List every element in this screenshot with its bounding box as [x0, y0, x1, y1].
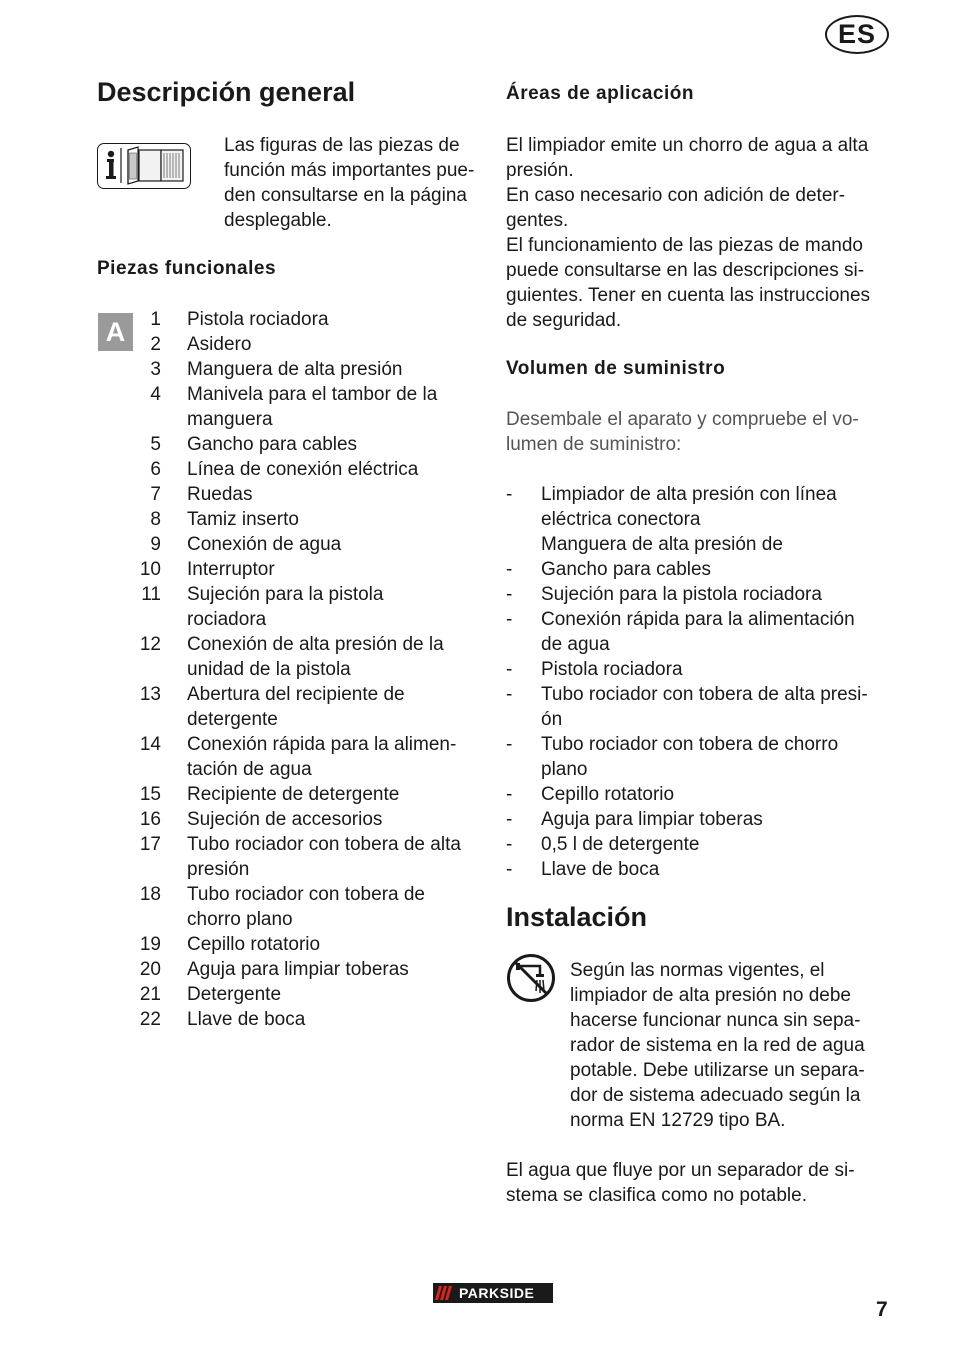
info-book-icon [97, 143, 191, 189]
parkside-logo [433, 1283, 553, 1303]
warning-line: limpiador de alta presión no debe [570, 985, 851, 1006]
part-label: Tubo rociador con tobera de alta [187, 834, 461, 855]
part-label: Aguja para limpiar toberas [187, 959, 409, 980]
part-number: 20 [139, 959, 161, 980]
part-label: detergente [187, 709, 278, 730]
part-label: Llave de boca [187, 1009, 306, 1030]
part-label: Sujeción de accesorios [187, 809, 383, 830]
part-label: rociadora [187, 609, 267, 630]
no-drinking-water-icon [506, 953, 556, 1003]
part-item [135, 332, 485, 357]
areas-line: gentes. [506, 210, 569, 231]
install-note [506, 1158, 855, 1208]
part-item [135, 882, 485, 932]
warning-line: dor de sistema adecuado según la [570, 1085, 861, 1106]
part-label: Conexión de alta presión de la [187, 634, 444, 655]
parts-heading: Piezas funcionales [97, 258, 277, 279]
supply-list [506, 482, 896, 882]
areas-line: El funcionamiento de las piezas de mando [506, 235, 864, 256]
list-dash: - [506, 609, 513, 630]
supply-heading: Volumen de suministro [506, 358, 726, 379]
part-item [135, 432, 485, 457]
supply-item [506, 832, 896, 857]
part-item [135, 782, 485, 807]
supply-item [506, 682, 896, 732]
part-number: 5 [150, 434, 161, 455]
list-dash: - [506, 834, 513, 855]
areas-line: presión. [506, 160, 574, 181]
part-label: Tubo rociador con tobera de [187, 884, 426, 905]
supply-label: Cepillo rotatorio [541, 784, 675, 805]
list-dash: - [506, 859, 513, 880]
intro-line: desplegable. [224, 210, 332, 231]
language-badge: ES [825, 15, 889, 54]
part-label: tación de agua [187, 759, 312, 780]
warning-line: potable. Debe utilizarse un separa- [570, 1060, 865, 1081]
part-item [135, 732, 485, 782]
part-number: 1 [150, 309, 161, 330]
supply-item [506, 732, 896, 782]
intro-paragraph [224, 133, 474, 233]
part-label: presión [187, 859, 250, 880]
list-dash: - [506, 584, 513, 605]
part-number: 14 [139, 734, 161, 755]
supply-label: eléctrica conectora [541, 509, 701, 530]
supply-intro-line: lumen de suministro: [506, 434, 682, 455]
part-number: 7 [150, 484, 161, 505]
part-label: Ruedas [187, 484, 253, 505]
part-number: 6 [150, 459, 161, 480]
part-number: 19 [139, 934, 161, 955]
part-item [135, 832, 485, 882]
list-dash: - [506, 734, 513, 755]
part-label: Recipiente de detergente [187, 784, 400, 805]
supply-label: Manguera de alta presión de [541, 534, 783, 555]
part-item [135, 507, 485, 532]
part-item [135, 682, 485, 732]
supply-label: Aguja para limpiar toberas [541, 809, 763, 830]
part-number: 12 [139, 634, 161, 655]
part-label: unidad de la pistola [187, 659, 351, 680]
part-item [135, 932, 485, 957]
list-dash: - [506, 659, 513, 680]
part-label: Cepillo rotatorio [187, 934, 321, 955]
supply-intro [506, 407, 859, 457]
areas-paragraph [506, 133, 870, 333]
intro-line: Las figuras de las piezas de [224, 135, 460, 156]
part-number: 2 [150, 334, 161, 355]
supply-intro-line: Desembale el aparato y compruebe el vo- [506, 409, 859, 430]
part-item [135, 482, 485, 507]
part-number: 13 [139, 684, 161, 705]
intro-line: den consultarse en la página [224, 185, 467, 206]
part-number: 22 [139, 1009, 161, 1030]
part-number: 21 [139, 984, 161, 1005]
supply-item [506, 857, 896, 882]
list-dash: - [506, 484, 513, 505]
part-item [135, 307, 485, 332]
supply-label: Limpiador de alta presión con línea [541, 484, 837, 505]
logo-stripes-icon [433, 1283, 459, 1303]
part-label: chorro plano [187, 909, 293, 930]
page-number: 7 [876, 1298, 888, 1321]
supply-label: plano [541, 759, 588, 780]
warning-line: norma EN 12729 tipo BA. [570, 1110, 786, 1131]
areas-line: puede consultarse en las descripciones si- [506, 260, 865, 281]
brand-name: PARKSIDE [459, 1285, 535, 1301]
areas-line: El limpiador emite un chorro de agua a alta [506, 135, 869, 156]
areas-line: En caso necesario con adición de deter- [506, 185, 846, 206]
part-label: Interruptor [187, 559, 275, 580]
warning-line: rador de sistema en la red de agua [570, 1035, 865, 1056]
supply-item [506, 782, 896, 807]
intro-line: función más importantes pue- [224, 160, 475, 181]
part-item [135, 632, 485, 682]
note-line: El agua que fluye por un separador de si- [506, 1160, 855, 1181]
part-number: 3 [150, 359, 161, 380]
supply-item [506, 482, 896, 557]
note-line: stema se clasifica como no potable. [506, 1185, 807, 1206]
part-item [135, 582, 485, 632]
part-number: 18 [139, 884, 161, 905]
supply-item [506, 557, 896, 582]
part-number: 8 [150, 509, 161, 530]
part-number: 9 [150, 534, 161, 555]
supply-item [506, 807, 896, 832]
part-item [135, 982, 485, 1007]
parts-list [135, 307, 485, 1032]
part-item [135, 807, 485, 832]
part-item [135, 457, 485, 482]
warning-line: hacerse funcionar nunca sin sepa- [570, 1010, 861, 1031]
part-label: Conexión rápida para la alimen- [187, 734, 457, 755]
supply-label: Tubo rociador con tobera de chorro [541, 734, 839, 755]
part-number: 17 [139, 834, 161, 855]
supply-label: Llave de boca [541, 859, 660, 880]
supply-label: Gancho para cables [541, 559, 712, 580]
part-label: Manivela para el tambor de la [187, 384, 438, 405]
part-label: Tamiz inserto [187, 509, 299, 530]
part-label: manguera [187, 409, 273, 430]
list-dash: - [506, 809, 513, 830]
install-warning [570, 958, 865, 1133]
supply-label: Pistola rociadora [541, 659, 683, 680]
part-label: Conexión de agua [187, 534, 342, 555]
supply-label: Sujeción para la pistola rociadora [541, 584, 822, 605]
part-item [135, 1007, 485, 1032]
supply-label: ón [541, 709, 563, 730]
part-item [135, 957, 485, 982]
part-label: Abertura del recipiente de [187, 684, 405, 705]
figure-a-icon: A [98, 313, 133, 351]
supply-label: Conexión rápida para la alimentación [541, 609, 855, 630]
areas-line: guientes. Tener en cuenta las instrucciones [506, 285, 871, 306]
areas-heading: Áreas de aplicación [506, 83, 694, 104]
supply-item [506, 657, 896, 682]
part-item [135, 357, 485, 382]
part-number: 15 [139, 784, 161, 805]
supply-label: Tubo rociador con tobera de alta presi- [541, 684, 868, 705]
list-dash: - [506, 684, 513, 705]
list-dash: - [506, 784, 513, 805]
part-label: Manguera de alta presión [187, 359, 403, 380]
supply-item [506, 582, 896, 607]
part-item [135, 382, 485, 432]
part-number: 11 [141, 584, 161, 605]
areas-line: de seguridad. [506, 310, 622, 331]
part-label: Línea de conexión eléctrica [187, 459, 419, 480]
part-label: Detergente [187, 984, 282, 1005]
warning-line: Según las normas vigentes, el [570, 960, 825, 981]
list-dash: - [506, 559, 513, 580]
part-label: Pistola rociadora [187, 309, 329, 330]
part-label: Sujeción para la pistola [187, 584, 384, 605]
section-title-descripcion: Descripción general [97, 77, 356, 107]
part-item [135, 557, 485, 582]
supply-label: 0,5 l de detergente [541, 834, 700, 855]
supply-label: de agua [541, 634, 610, 655]
part-item [135, 532, 485, 557]
part-number: 16 [139, 809, 161, 830]
part-number: 4 [150, 384, 161, 405]
part-label: Gancho para cables [187, 434, 358, 455]
part-number: 10 [139, 559, 161, 580]
section-title-instalacion: Instalación [506, 902, 648, 932]
supply-item [506, 607, 896, 657]
part-label: Asidero [187, 334, 252, 355]
